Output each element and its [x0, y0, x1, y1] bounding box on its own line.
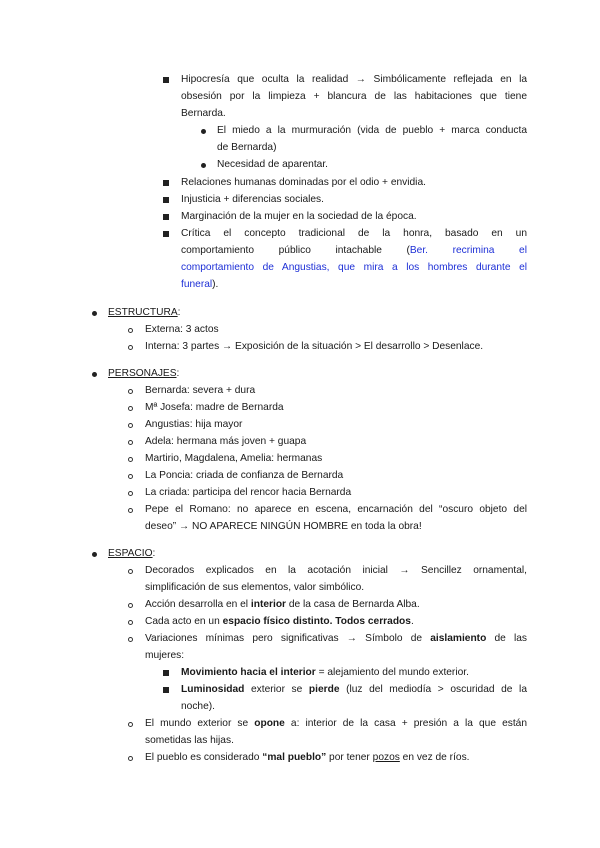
personaje-item: Adela: hermana más joven + guapa: [145, 436, 307, 447]
circle-bullet-icon: [128, 614, 133, 631]
luminosidad-line-1: Luminosidad exterior se pierde (luz del mediodía > oscuridad de la: [181, 684, 527, 695]
dot-bullet-icon: [201, 123, 206, 140]
critica-line-4: funeral).: [181, 279, 219, 290]
personaje-item: La Poncia: criada de confianza de Bernarda: [145, 470, 344, 481]
estructura-item: Interna: 3 partes → Exposición de la situación > El desarrollo > Desenlace.: [145, 341, 484, 352]
variaciones-line-1: Variaciones mínimas pero significativas → Símbolo de aislamiento de las: [145, 633, 528, 644]
circle-bullet-icon: [128, 502, 133, 519]
square-bullet-icon: [163, 226, 169, 243]
hipocresia-line-3: Bernarda.: [181, 108, 226, 119]
circle-bullet-icon: [128, 631, 133, 648]
decorados-line-1: Decorados explicados en la acotación inicial → Sencillez ornamental,: [145, 565, 527, 576]
personaje-item: Angustias: hija mayor: [145, 419, 243, 430]
circle-bullet-icon: [128, 468, 133, 485]
critica-line-2: comportamiento público intachable (Ber. recrimina el: [181, 245, 527, 256]
marginacion: Marginación de la mujer en la sociedad de la época.: [181, 211, 417, 222]
cada-acto: Cada acto en un espacio físico distinto. Todos cerrados.: [145, 616, 414, 627]
section-heading-espacio: ESPACIO:: [108, 548, 156, 559]
circle-bullet-icon: [128, 563, 133, 580]
section-heading-personajes: PERSONAJES:: [108, 368, 180, 379]
mal-pueblo: El pueblo es considerado “mal pueblo” por tener pozos en vez de ríos.: [145, 752, 470, 763]
hipocresia-line-2: obsesión por la limpieza + blancura de las habitaciones que tiene: [181, 91, 527, 102]
circle-bullet-icon: [128, 485, 133, 502]
circle-bullet-icon: [128, 716, 133, 733]
critica-line-3: comportamiento de Angustias, que mira a los hombres durante el: [181, 262, 527, 273]
circle-bullet-icon: [128, 383, 133, 400]
square-bullet-icon: [163, 192, 169, 209]
hipocresia-line-1: Hipocresía que oculta la realidad → Simbólicamente reflejada en la: [181, 74, 527, 85]
estructura-item: Externa: 3 actos: [145, 324, 219, 335]
circle-bullet-icon: [128, 400, 133, 417]
miedo-line-2: de Bernarda): [217, 142, 277, 153]
necesidad-aparentar: Necesidad de aparentar.: [217, 159, 329, 170]
square-bullet-icon: [163, 175, 169, 192]
mundo-exterior-line-2: sometidas las hijas.: [145, 735, 234, 746]
circle-bullet-icon: [128, 322, 133, 339]
circle-bullet-icon: [128, 417, 133, 434]
personaje-item: Mª Josefa: madre de Bernarda: [145, 402, 284, 413]
dot-bullet-icon: [92, 305, 97, 322]
square-bullet-icon: [163, 72, 169, 89]
square-bullet-icon: [163, 209, 169, 226]
circle-bullet-icon: [128, 597, 133, 614]
circle-bullet-icon: [128, 451, 133, 468]
square-bullet-icon: [163, 665, 169, 682]
variaciones-line-2: mujeres:: [145, 650, 185, 661]
section-heading-estructura: ESTRUCTURA:: [108, 307, 181, 318]
decorados-line-2: simplificación de sus elementos, valor simbólico.: [145, 582, 365, 593]
accion-interior: Acción desarrolla en el interior de la casa de Bernarda Alba.: [145, 599, 420, 610]
dot-bullet-icon: [92, 366, 97, 383]
injusticia: Injusticia + diferencias sociales.: [181, 194, 324, 205]
luminosidad-line-2: noche).: [181, 701, 215, 712]
square-bullet-icon: [163, 682, 169, 699]
pepe-line-1: Pepe el Romano: no aparece en escena, encarnación del “oscuro objeto del: [145, 504, 527, 515]
personaje-item: Bernarda: severa + dura: [145, 385, 256, 396]
relaciones-humanas: Relaciones humanas dominadas por el odio + envidia.: [181, 177, 426, 188]
pepe-line-2: deseo” → NO APARECE NINGÚN HOMBRE en toda la obra!: [145, 521, 422, 532]
movimiento-interior: Movimiento hacia el interior = alejamiento del mundo exterior.: [181, 667, 469, 678]
personaje-item: Martirio, Magdalena, Amelia: hermanas: [145, 453, 323, 464]
circle-bullet-icon: [128, 339, 133, 356]
miedo-line-1: El miedo a la murmuración (vida de pueblo + marca conducta: [217, 125, 527, 136]
circle-bullet-icon: [128, 750, 133, 767]
dot-bullet-icon: [92, 546, 97, 563]
dot-bullet-icon: [201, 157, 206, 174]
personaje-item: La criada: participa del rencor hacia Bernarda: [145, 487, 352, 498]
mundo-exterior-line-1: El mundo exterior se opone a: interior de la casa + presión a la que están: [145, 718, 527, 729]
circle-bullet-icon: [128, 434, 133, 451]
critica-line-1: Crítica el concepto tradicional de la honra, basado en un: [181, 228, 527, 239]
